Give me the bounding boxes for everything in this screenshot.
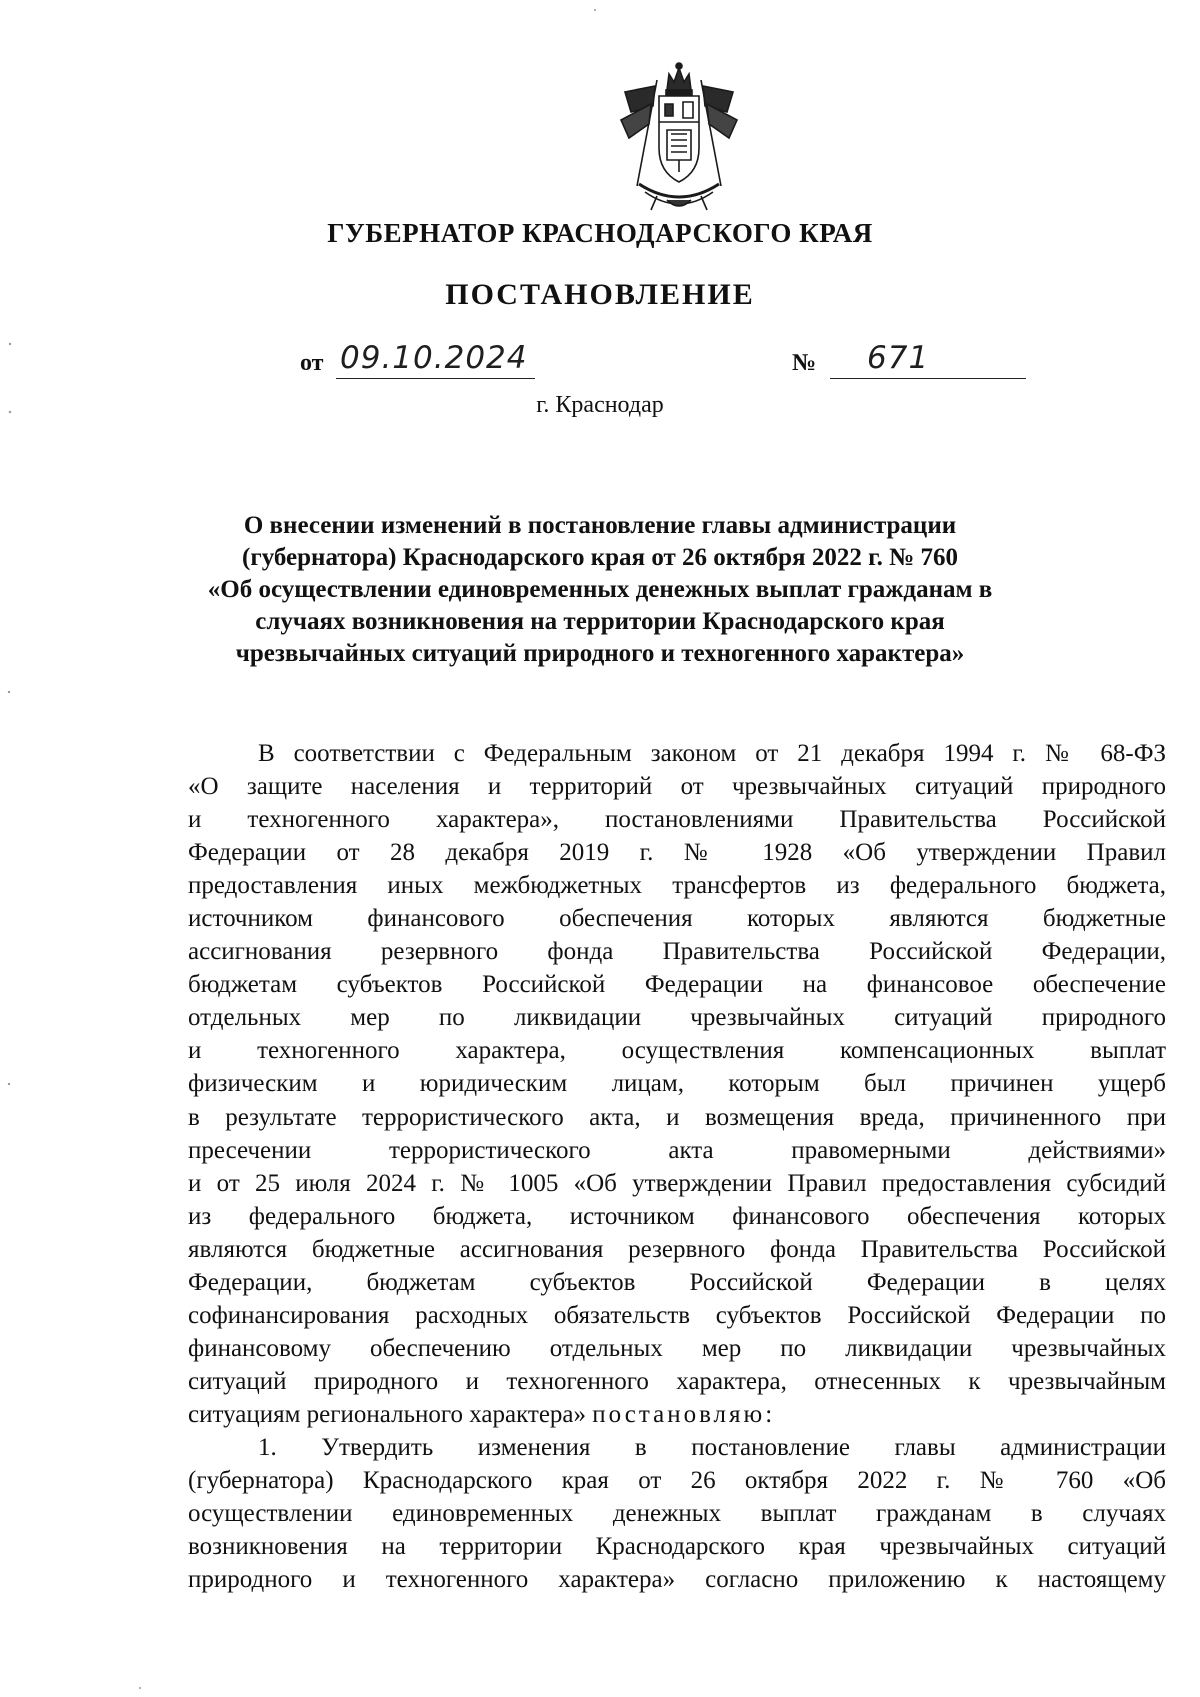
point-1-line: 1. Утвердить изменения в постановление главы администрации — [258, 1433, 1166, 1461]
body-line: финансовому обеспечению отдельных мер по ликвидации чрезвычайных — [188, 1334, 1166, 1362]
date-prefix: от — [300, 350, 324, 376]
body-line: софинансирования расходных обязательств субъектов Российской Федерации по — [188, 1301, 1166, 1329]
point-1-line: (губернатора) Краснодарского края от 26 октября 2022 г. № 760 «Об — [188, 1467, 1166, 1495]
body-line: и техногенного характера, осуществления компенсационных выплат — [188, 1037, 1166, 1065]
body-line: источником финансового обеспечения которых являются бюджетные — [188, 905, 1166, 933]
title-line: (губернатора) Краснодарского края от 26 октября 2022 г. № 760 — [242, 544, 958, 571]
body-line: являются бюджетные ассигнования резервного фонда Правительства Российской — [188, 1235, 1166, 1263]
body-line: В соответствии с Федеральным законом от 21 декабря 1994 г. № 68-ФЗ — [258, 740, 1166, 767]
point-1-line: возникновения на территории Краснодарского края чрезвычайных ситуаций — [188, 1533, 1166, 1561]
title-line: чрезвычайных ситуаций природного и техногенного характера» — [235, 640, 965, 667]
decree-word: постановляю: — [592, 1400, 776, 1428]
body-line: «О защите населения и территорий от чрезвычайных ситуаций природного — [188, 773, 1166, 801]
body-line: предоставления иных межбюджетных трансфертов из федерального бюджета, — [188, 872, 1166, 900]
authority-heading: ГУБЕРНАТОР КРАСНОДАРСКОГО КРАЯ — [327, 218, 873, 248]
body-line: бюджетам субъектов Российской Федерации на финансовое обеспечение — [188, 971, 1166, 999]
decree-line-start: ситуациям регионального характера» — [188, 1400, 587, 1428]
body-line: Федерации от 28 декабря 2019 г. № 1928 «Об утверждении Правил — [188, 839, 1166, 867]
document-type-heading: ПОСТАНОВЛЕНИЕ — [445, 278, 755, 311]
body-line: ситуаций природного и техногенного характера, отнесенных к чрезвычайным — [188, 1367, 1166, 1395]
body-line: физическим и юридическим лицам, которым был причинен ущерб — [188, 1070, 1166, 1098]
date-value: 09.10.2024 — [340, 340, 528, 376]
number-value: 671 — [867, 340, 930, 376]
point-1-line: осуществлении единовременных денежных выплат гражданам в случаях — [188, 1500, 1166, 1528]
number-prefix: № — [792, 350, 817, 376]
city-label: г. Краснодар — [536, 392, 664, 418]
title-line: случаях возникновения на территории Краснодарского края — [255, 608, 945, 635]
body-line: Федерации, бюджетам субъектов Российской Федерации в целях — [188, 1268, 1166, 1296]
body-line: и техногенного характера», постановлениями Правительства Российской — [188, 806, 1166, 834]
point-1-line: природного и техногенного характера» согласно приложению к настоящему — [188, 1566, 1166, 1594]
body-line: ассигнования резервного фонда Правительства Российской Федерации, — [188, 938, 1166, 966]
body-line: в результате террористического акта, и возмещения вреда, причиненного при — [188, 1103, 1166, 1131]
title-line: О внесении изменений в постановление главы администрации — [243, 512, 957, 539]
body-line: отдельных мер по ликвидации чрезвычайных ситуаций природного — [188, 1004, 1166, 1032]
body-line: и от 25 июля 2024 г. № 1005 «Об утверждении Правил предоставления субсидий — [188, 1169, 1166, 1197]
title-line: «Об осуществлении единовременных денежных выплат гражданам в — [207, 576, 993, 603]
body-line: из федерального бюджета, источником финансового обеспечения которых — [188, 1202, 1166, 1230]
body-line: пресечении террористического акта правомерными действиями» — [188, 1136, 1166, 1164]
